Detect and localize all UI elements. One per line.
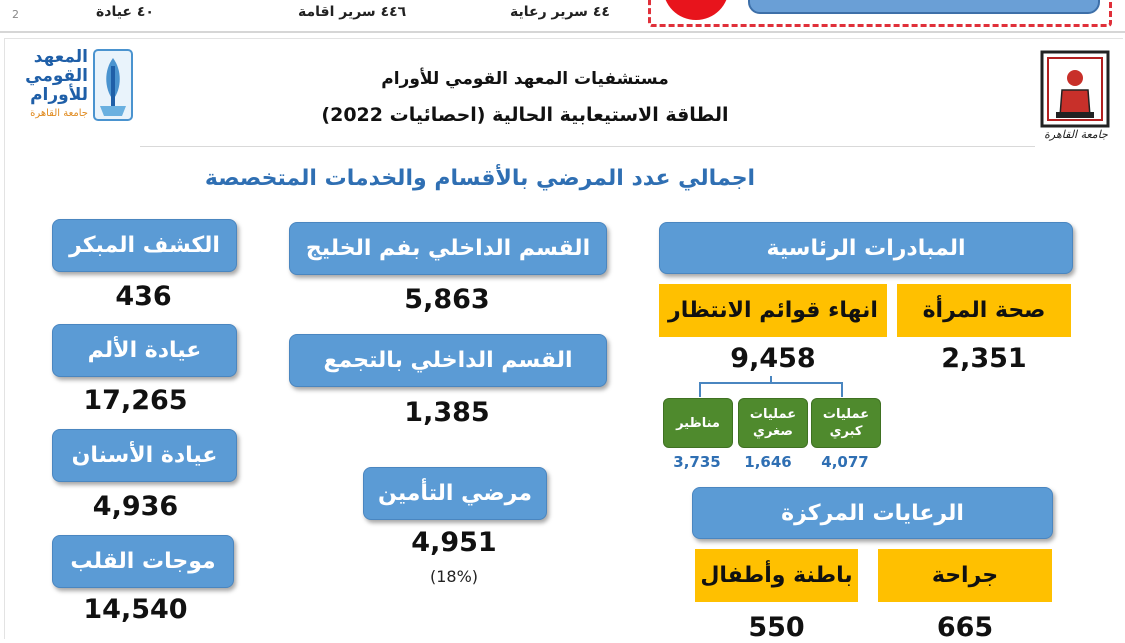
icu-box: الرعايات المركزة: [692, 487, 1053, 539]
surgery-icu-value: 665: [936, 612, 994, 643]
university-emblem-icon: [1038, 48, 1114, 130]
pain-clinic-box: عيادة الألم: [52, 324, 237, 377]
section-title: اجمالي عدد المرضي بالأقسام والخدمات المتخصصة: [204, 166, 756, 191]
institute-logo: [14, 48, 134, 128]
top-care-beds: ٤٤ سرير رعاية: [510, 4, 610, 20]
tagamoa-inpatient-box: القسم الداخلي بالتجمع: [289, 334, 607, 387]
page-title: مستشفيات المعهد القومي للأورام: [381, 69, 669, 89]
previous-slide-strip: [0, 0, 1125, 32]
minor-surgery-value: 1,646: [744, 453, 792, 471]
women-health-box: صحة المرأة: [897, 284, 1071, 337]
header-rule: [140, 146, 1035, 147]
major-surgery-value: 4,077: [821, 453, 869, 471]
page-subtitle: الطاقة الاستيعابية الحالية (احصائيات 2022): [321, 104, 729, 126]
logo-line-2: القومي: [25, 66, 88, 86]
internal-peds-value: 550: [748, 612, 805, 643]
top-clinics-count: ٤٠ عيادة: [96, 4, 154, 20]
early-detection-box: الكشف المبكر: [52, 219, 237, 272]
gulf-inpatient-value: 5,863: [404, 284, 490, 315]
sub-items-bracket: [690, 375, 860, 399]
surgery-icu-box: جراحة: [878, 549, 1052, 602]
echo-box: موجات القلب: [52, 535, 234, 588]
internal-peds-box: باطنة وأطفال: [695, 549, 858, 602]
logo-line-3: للأورام: [30, 85, 88, 105]
early-detection-value: 436: [115, 281, 172, 312]
dental-clinic-value: 4,936: [92, 491, 179, 522]
gulf-inpatient-box: القسم الداخلي بفم الخليج: [289, 222, 607, 275]
tagamoa-inpatient-value: 1,385: [404, 397, 490, 428]
insurance-box: مرضي التأمين: [363, 467, 547, 520]
top-blue-pill: [748, 0, 1100, 14]
university-caption: جامعة القاهرة: [1044, 128, 1108, 141]
major-surgery-box: عمليات كبري: [811, 398, 881, 448]
pain-clinic-value: 17,265: [83, 385, 188, 416]
slide-separator: [0, 31, 1125, 33]
top-inpatient-beds: ٤٤٦ سرير اقامة: [298, 4, 407, 20]
waiting-lists-value: 9,458: [730, 343, 816, 374]
minor-surgery-box: عمليات صغري: [738, 398, 808, 448]
waiting-lists-box: انهاء قوائم الانتظار: [659, 284, 887, 337]
echo-value: 14,540: [83, 594, 188, 625]
endoscopy-value: 3,735: [673, 453, 721, 471]
institute-emblem-icon: [92, 48, 134, 122]
logo-line-1: المعهد: [33, 47, 88, 67]
dental-clinic-box: عيادة الأسنان: [52, 429, 237, 482]
insurance-percent: (18%): [429, 567, 479, 586]
cairo-university-logo: [1038, 48, 1114, 146]
top-page-number: 2: [12, 8, 19, 21]
insurance-value: 4,951: [411, 527, 497, 558]
women-health-value: 2,351: [941, 343, 1027, 374]
endoscopy-box: مناظير: [663, 398, 733, 448]
presidential-initiatives-box: المبادرات الرئاسية: [659, 222, 1073, 274]
logo-line-4: جامعة القاهرة: [30, 108, 88, 119]
